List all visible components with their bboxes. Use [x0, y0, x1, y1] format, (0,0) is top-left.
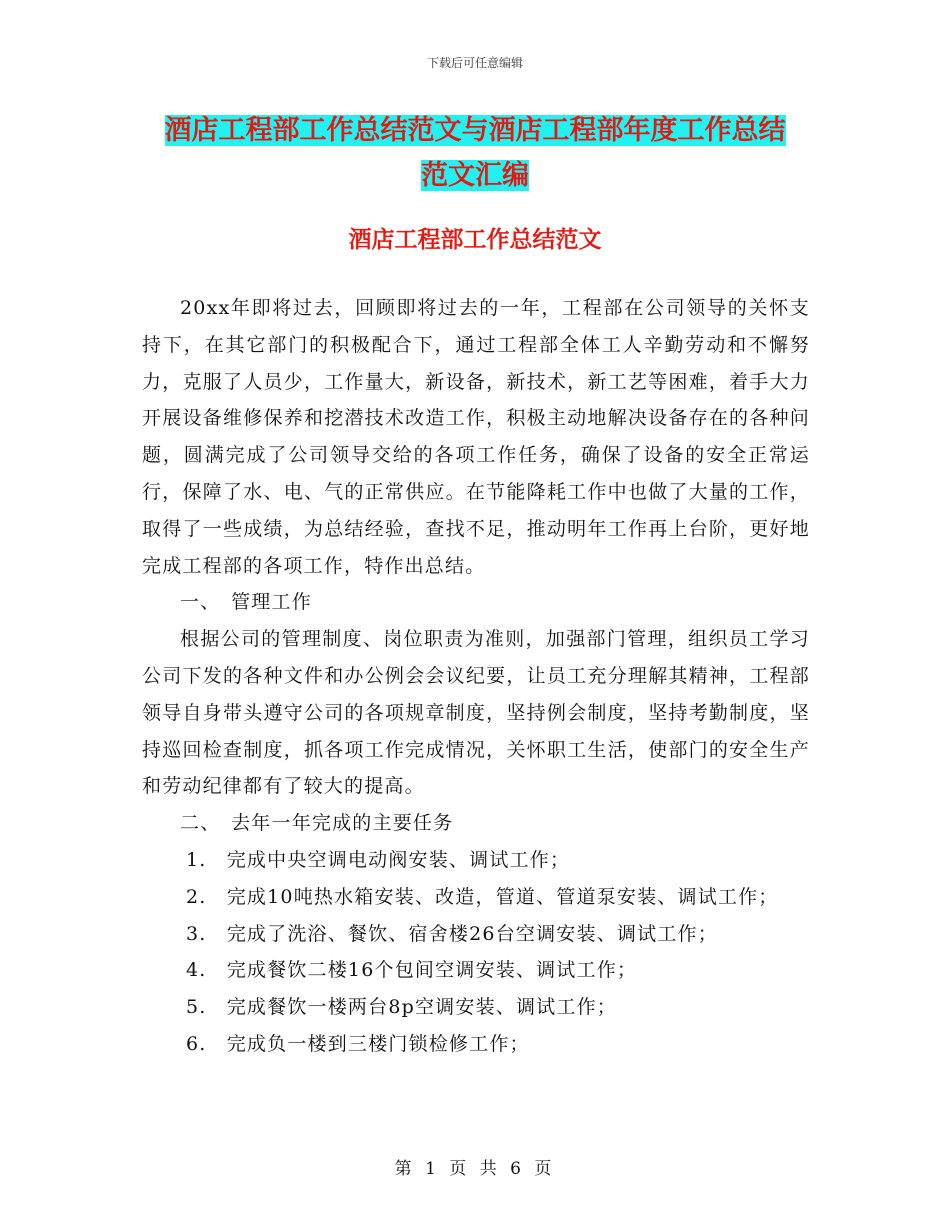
subheading-tasks: 二、 去年一年完成的主要任务	[180, 812, 454, 835]
list-item: 6. 完成负一楼到三楼门锁检修工作；	[186, 1032, 530, 1055]
subheading-management: 一、 管理工作	[180, 591, 312, 614]
header-note: 下载后可任意编辑	[426, 56, 523, 70]
list-item: 2. 完成10吨热水箱安装、改造，管道、管道泵安装、调试工作；	[186, 885, 779, 908]
list-item: 4. 完成餐饮二楼16个包间空调安装、调试工作；	[186, 959, 638, 982]
list-item: 5. 完成餐饮一楼两台8p空调安装、调试工作；	[186, 996, 617, 1019]
intro-paragraph: 20xx年即将过去，回顾即将过去的一年，工程部在公司领导的关怀支持下，在其它部门的积极配合下，通过工程部全体工人辛勤劳动和不懈努力，克服了人员少，工作量大，新设备，新技术，新工艺等困难，着手大力开展设备维修保养和挖潜技术改造工作，积极主动地解决设备存在的各种问题，圆满完成了公司领导交给的各项工作任务，确保了设备的安全正常运行，保障了水、电、气的正常供应。在节能降耗工作中也做了大量的工作，取得了一些成绩，为总结经验，查找不足，推动明年工作再上台阶，更好地完成工程部的各项工作，特作出总结。	[142, 297, 810, 577]
page-number: 第 1 页 共 6 页	[394, 1159, 556, 1179]
list-item: 1. 完成中央空调电动阀安装、调试工作；	[186, 848, 571, 871]
list-item: 3. 完成了洗浴、餐饮、宿舍楼26台空调安装、调试工作；	[186, 922, 718, 945]
title-line-1: 酒店工程部工作总结范文与酒店工程部年度工作总结	[164, 115, 786, 146]
management-paragraph: 根据公司的管理制度、岗位职责为准则，加强部门管理，组织员工学习公司下发的各种文件和办公例会会议纪要，让员工充分理解其精神，工程部领导自身带头遵守公司的各项规章制度，坚持例会制度，坚持考勤制度，坚持巡回检查制度，抓各项工作完成情况，关怀职工生活，使部门的安全生产和劳动纪律都有了较大的提高。	[142, 628, 810, 798]
title-line-2: 范文汇编	[421, 160, 529, 191]
body-text	[142, 290, 810, 1063]
document-title	[140, 108, 810, 198]
section-heading: 酒店工程部工作总结范文	[348, 226, 602, 253]
